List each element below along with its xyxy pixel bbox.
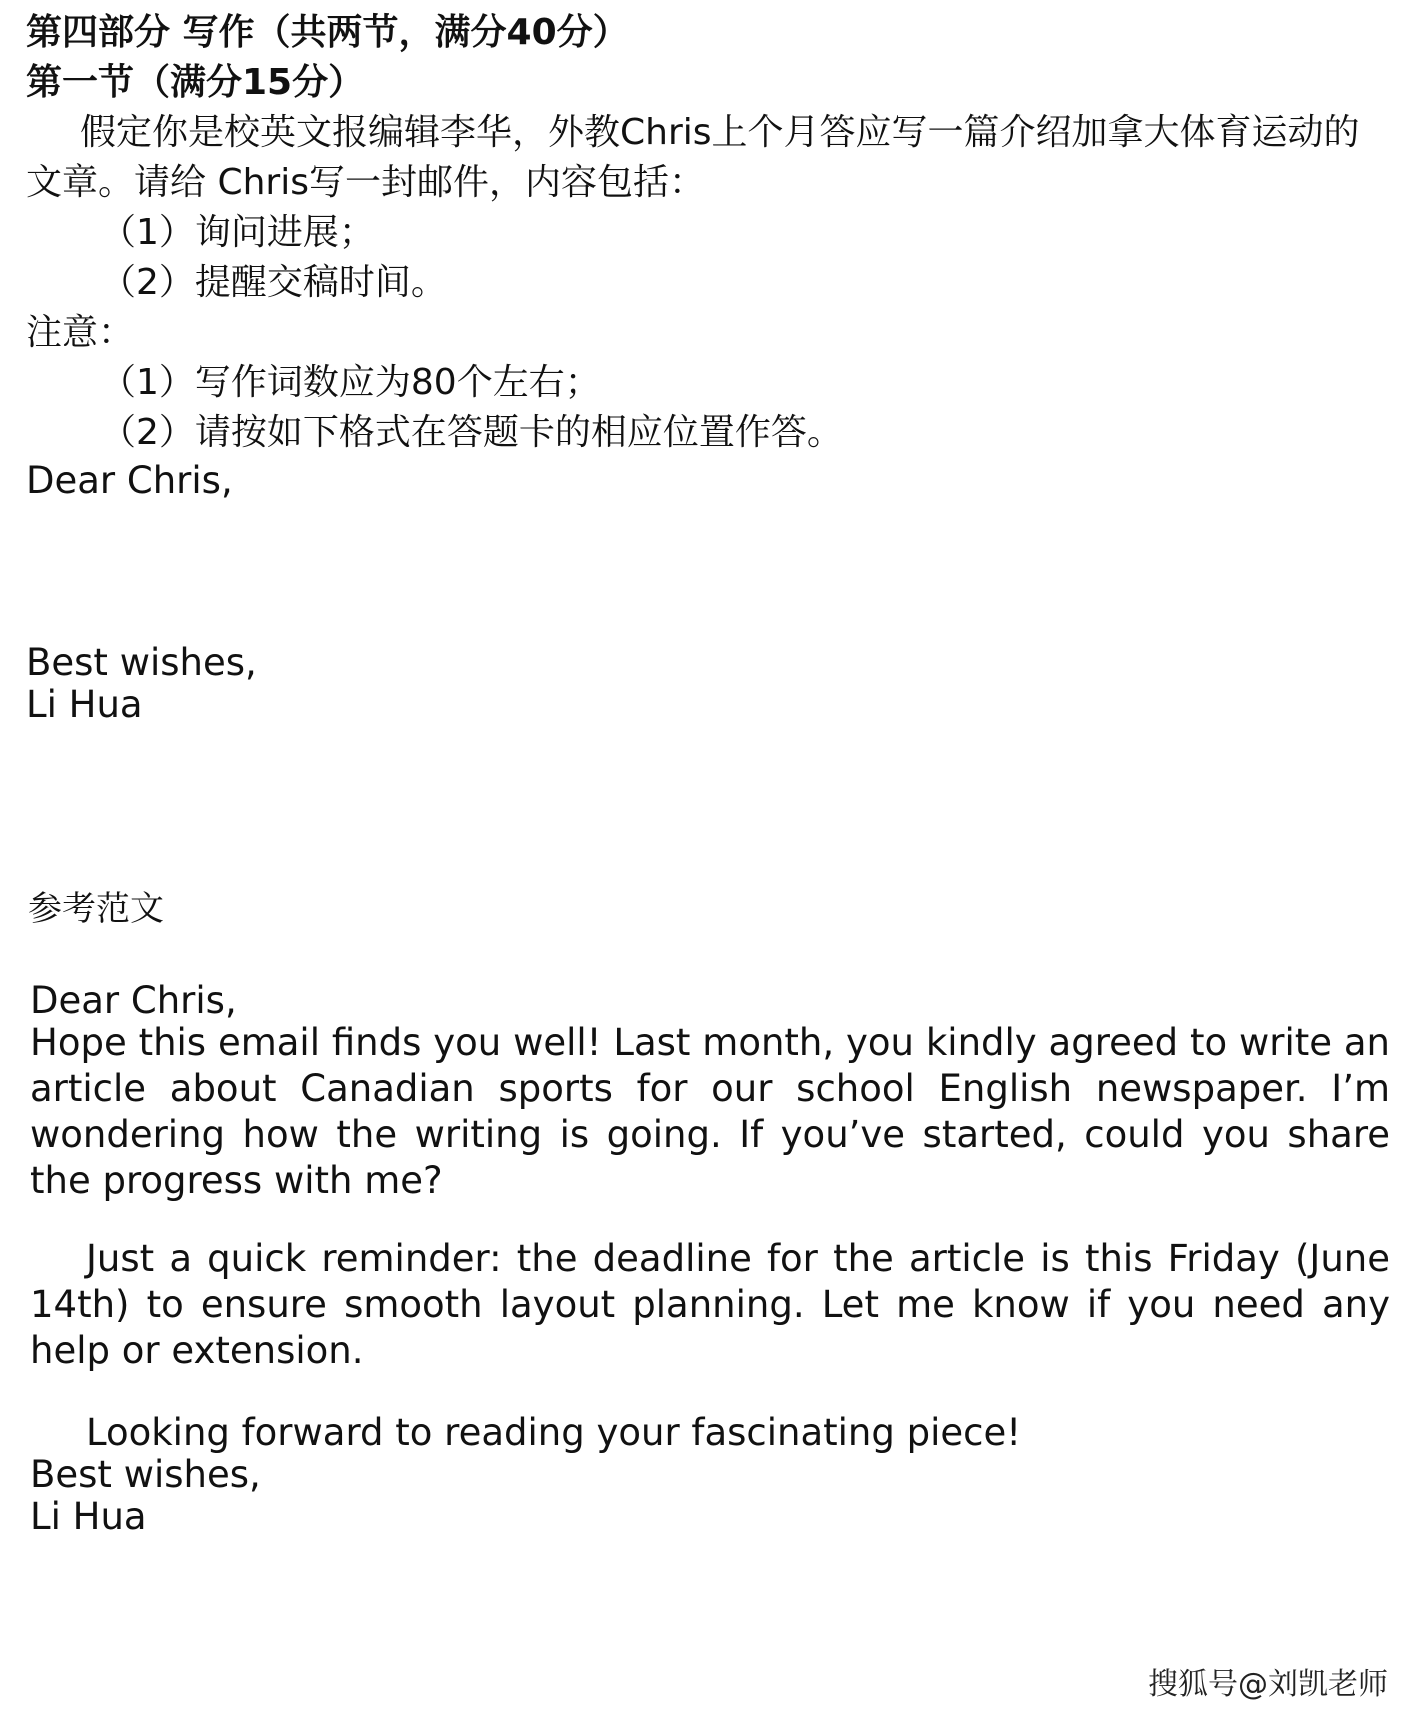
subsection-title: 第一节（满分15分） xyxy=(26,62,365,103)
sample-paragraph-3: Looking forward to reading your fascinating piece! xyxy=(86,1411,1022,1454)
template-greeting: Dear Chris, xyxy=(26,459,233,502)
template-signature: Li Hua xyxy=(26,683,143,726)
sample-signature: Li Hua xyxy=(30,1495,147,1538)
sample-label: 参考范文 xyxy=(28,889,164,929)
task-point-1: （1）询问进展； xyxy=(100,212,375,253)
section-title: 第四部分 写作（共两节，满分40分） xyxy=(26,12,629,53)
task-line-1: 假定你是校英文报编辑李华，外教Chris上个月答应写一篇介绍加拿大体育运动的 xyxy=(80,112,1360,153)
notes-item-1: （1）写作词数应为80个左右； xyxy=(100,362,601,403)
task-point-2: （2）提醒交稿时间。 xyxy=(100,262,447,303)
task-line-2: 文章。请给 Chris写一封邮件，内容包括： xyxy=(26,162,705,203)
template-closing: Best wishes, xyxy=(26,641,257,684)
sample-greeting: Dear Chris, xyxy=(30,979,237,1022)
notes-label: 注意： xyxy=(26,312,135,353)
watermark: 搜狐号@刘凯老师 xyxy=(1148,1667,1388,1702)
notes-item-2: （2）请按如下格式在答题卡的相应位置作答。 xyxy=(100,412,843,453)
sample-paragraph-1: Hope this email finds you well! Last month, you kindly agreed to write an article about Canadian sports for our school English newspaper. I’m wondering how the writing is going. If you’ve started, could you share the progress with me? xyxy=(30,1021,1390,1202)
sample-paragraph-2: Just a quick reminder: the deadline for the article is this Friday (June 14th) to ensure smooth layout planning. Let me know if you need any help or extension. xyxy=(30,1237,1390,1372)
sample-closing: Best wishes, xyxy=(30,1453,261,1496)
